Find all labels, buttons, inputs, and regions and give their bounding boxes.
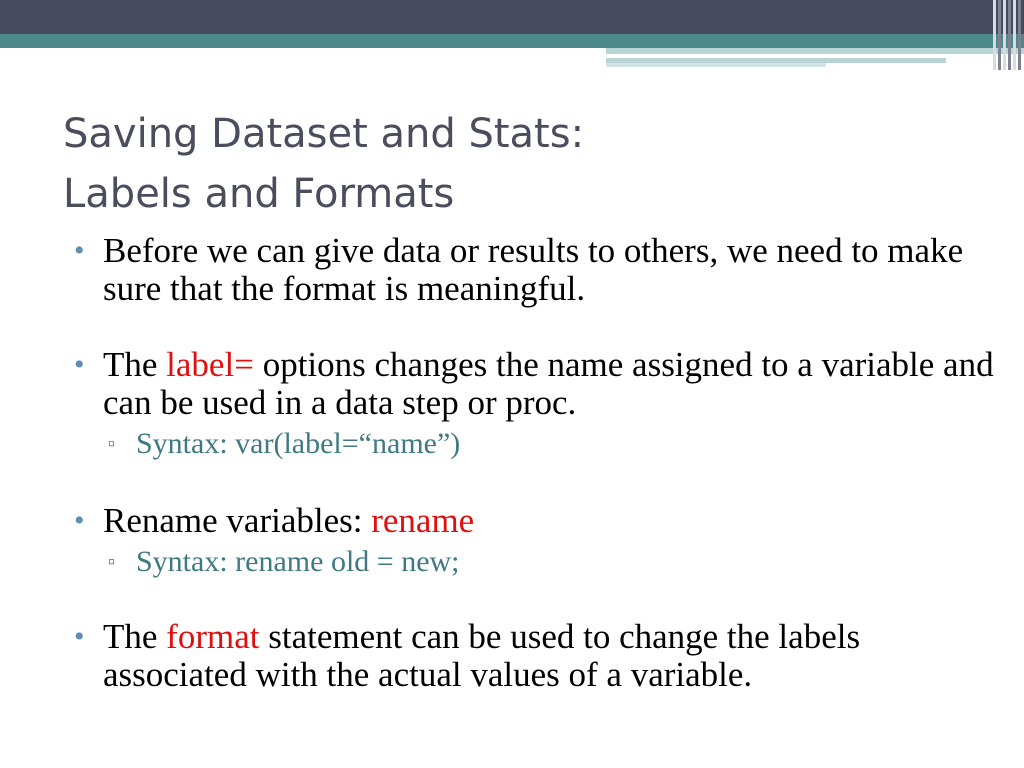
bullet-item (74, 232, 994, 308)
round-bullet-icon: • (74, 348, 85, 381)
header-stripe (1008, 0, 1011, 70)
header-stripe (1003, 0, 1006, 70)
round-bullet-icon: • (74, 620, 85, 653)
square-bullet-icon: ▫ (108, 433, 116, 455)
keyword-highlight: label= (166, 345, 254, 384)
square-bullet-icon: ▫ (108, 551, 116, 573)
slide-title (63, 104, 963, 224)
header-stripe (1013, 0, 1016, 70)
header-stripe (998, 0, 1001, 70)
slide-body (74, 232, 994, 694)
sub-bullet-text: Syntax: var(label=“name”) (136, 427, 461, 460)
sub-bullet-text: Syntax: rename old = new; (136, 545, 460, 578)
bullet-item (74, 346, 994, 422)
bullet-text: The (103, 617, 167, 656)
title-line: Saving Dataset and Stats: (63, 111, 585, 157)
bullet-item (74, 618, 994, 694)
sub-bullet-item (74, 544, 994, 580)
header-stripe (1018, 0, 1021, 70)
header-dark-band (0, 0, 1024, 34)
bullet-text: The (103, 345, 167, 384)
header-teal-band (0, 34, 1024, 48)
sub-bullet-item (74, 426, 994, 462)
title-line: Labels and Formats (63, 171, 455, 217)
bullet-text: statement can be used to change the labels associated with the actual values of a variable. (103, 617, 861, 694)
round-bullet-icon: • (74, 234, 85, 267)
keyword-highlight: rename (371, 501, 475, 540)
header-stripe (993, 0, 996, 70)
header-accent-line (606, 48, 1024, 54)
header-accent-line (606, 63, 826, 67)
bullet-text: Before we can give data or results to others, we need to make sure that the format is meaningful. (103, 231, 964, 308)
bullet-text: Rename variables: (103, 501, 372, 540)
round-bullet-icon: • (74, 504, 85, 537)
bullet-item (74, 502, 994, 540)
bullet-text: options changes the name assigned to a variable and can be used in a data step or proc. (103, 345, 994, 422)
keyword-highlight: format (166, 617, 260, 656)
